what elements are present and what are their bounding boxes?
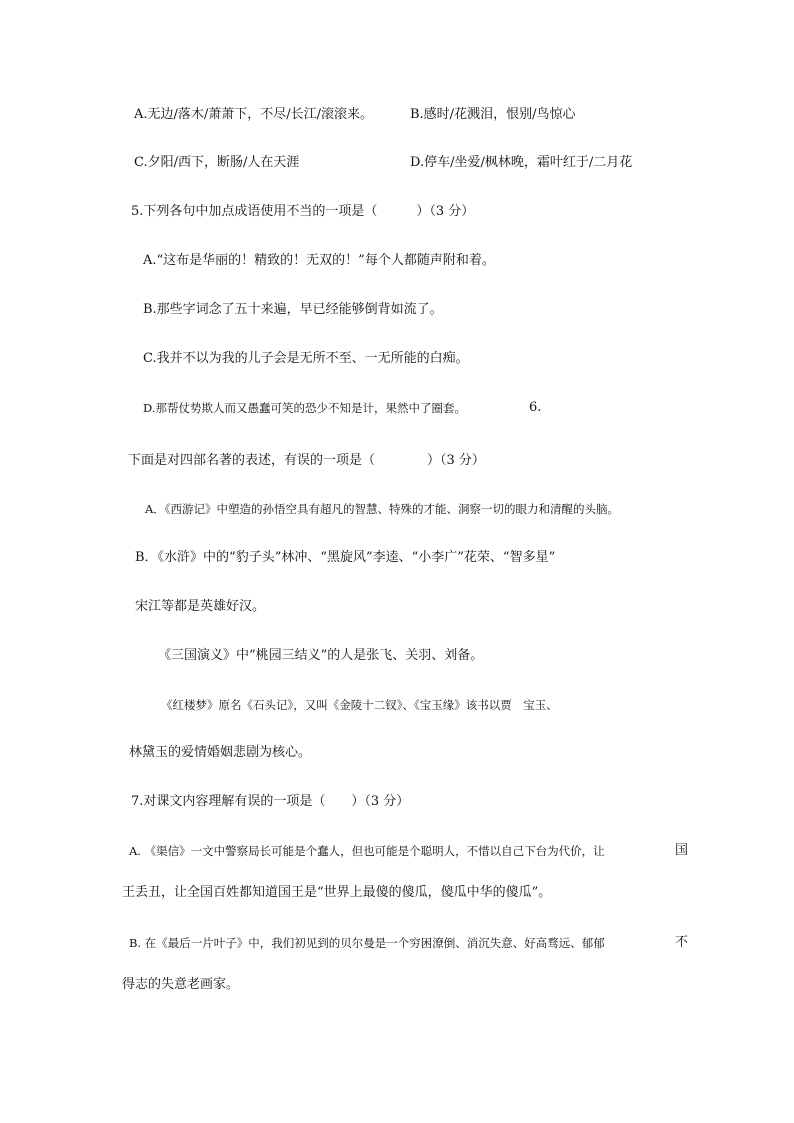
q6-option-b-line1: B．《水浒》中的“豹子头”林冲、“黑旋风”李逵、“小李广”花荣、“智多星” — [135, 550, 556, 565]
q6-option-c: 《三国演义》中“桃园三结义”的人是张飞、关羽、刘备。 — [158, 648, 484, 663]
q6-option-a: A．《西游记》中塑造的孙悟空具有超凡的智慧、特殊的才能、洞察一切的眼力和清醒的头脑。 — [145, 502, 620, 516]
q7-option-b-line2: 得志的失意老画家。 — [122, 977, 240, 992]
q7-option-b-line1: B. 在《最后一片叶子》中，我们初见到的贝尔曼是一个穷困潦倒、消沉失意、好高骛远、郁郁 — [129, 936, 605, 950]
q7-option-a-line2: 王丢丑，让全国百姓都知道国王是“世界上最傻的傻瓜，傻瓜中华的傻瓜”。 — [122, 885, 552, 900]
q4-option-a: A.无边/落木/萧萧下，不尽/长江/滚滚来。 — [134, 107, 374, 122]
q6-option-b-line2: 宋江等都是英雄好汉。 — [135, 599, 266, 614]
q5-option-b: B.那些字词念了五十来遍，早已经能够倒背如流了。 — [143, 302, 443, 317]
q5-option-c: C.我并不以为我的儿子会是无所不至、一无所能的白痴。 — [143, 351, 469, 366]
q7-option-a-line1-end: 国 — [675, 843, 689, 858]
q6-number: 6. — [529, 400, 542, 415]
q6-option-d-line2: 林黛玉的爱情婚姻悲剧为核心。 — [129, 745, 312, 760]
q4-option-c: C.夕阳/西下，断肠/人在天涯 — [134, 155, 300, 170]
q4-option-b: B.感时/花溅泪，恨别/鸟惊心 — [410, 107, 576, 122]
q7-stem: 7.对课文内容理解有误的一项是（ ）（3 分） — [131, 794, 410, 809]
q6-stem: 下面是对四部名著的表述，有误的一项是（ ）（3 分） — [128, 453, 485, 468]
q5-stem: 5.下列各句中加点成语使用不当的一项是（ ）（3 分） — [131, 204, 475, 219]
q4-option-d: D.停车/坐爱/枫林晚，霜叶红于/二月花 — [410, 155, 633, 170]
q7-option-a-line1: A. 《渠信》一文中警察局长可能是个蠢人，但也可能是个聪明人，不惜以自己下台为代价，让 — [129, 844, 605, 858]
q5-option-a: A.“这布是华丽的！精致的！无双的！”每个人都随声附和着。 — [143, 253, 495, 268]
q5-option-d: D.那帮仗势欺人而又愚蠢可笑的恐少不知是计，果然中了圈套。 — [143, 401, 466, 415]
q7-option-b-line1-end: 不 — [675, 935, 689, 950]
q6-option-d-line1: 《红楼梦》原名《石头记》，又叫《金陵十二钗》、《宝玉缘》该书以贾 宝玉、 — [161, 698, 558, 712]
